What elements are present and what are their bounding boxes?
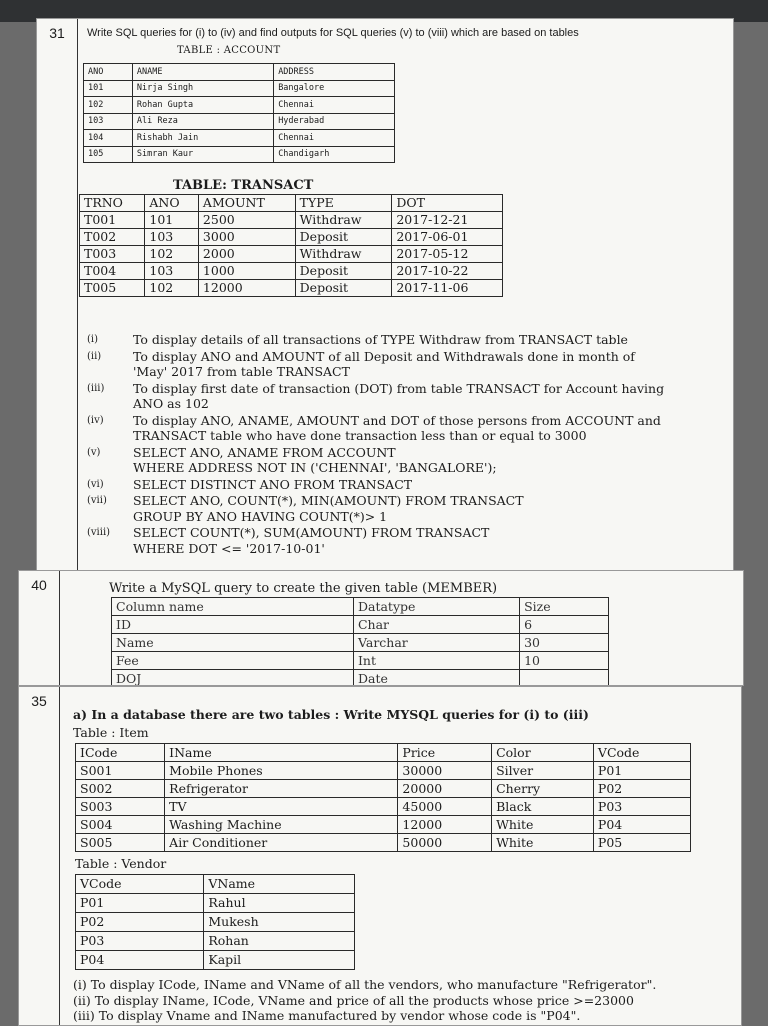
- table-row: [76, 780, 691, 798]
- account-table: [83, 63, 395, 163]
- table-cell: 2017-06-01: [392, 229, 503, 246]
- table-row: [84, 80, 395, 97]
- table-header-cell: Column name: [112, 598, 354, 616]
- table-cell: Deposit: [295, 263, 392, 280]
- table-row: [112, 670, 609, 687]
- table-cell: 101: [84, 80, 133, 97]
- table-cell: Deposit: [295, 280, 392, 297]
- table-header-cell: IName: [165, 744, 398, 762]
- table-cell: Mobile Phones: [165, 762, 398, 780]
- table-cell: 2017-05-12: [392, 246, 503, 263]
- table-cell: T002: [80, 229, 145, 246]
- table-row: [80, 263, 503, 280]
- table-row: [80, 280, 503, 297]
- question-line: SELECT DISTINCT ANO FROM TRANSACT: [133, 476, 413, 492]
- table-row: [84, 97, 395, 114]
- table-cell: Refrigerator: [165, 780, 398, 798]
- table-cell: T005: [80, 280, 145, 297]
- question-text: [133, 381, 727, 412]
- table-row: [76, 762, 691, 780]
- table-row: [84, 146, 395, 163]
- question-35-panel: [18, 686, 742, 1026]
- table-cell: 105: [84, 146, 133, 163]
- table-cell: Hyderabad: [274, 113, 395, 130]
- question-line: SELECT ANO, ANAME FROM ACCOUNT: [133, 444, 396, 460]
- table-cell: Rohan: [204, 932, 355, 951]
- question-item: [87, 493, 727, 524]
- table-cell: P04: [593, 816, 690, 834]
- table-header-cell: Size: [520, 598, 609, 616]
- question-line: To display details of all transactions of TYPE Withdraw from TRANSACT table: [133, 332, 628, 347]
- table-header-cell: Color: [492, 744, 594, 762]
- table-cell: Chennai: [274, 130, 395, 147]
- question-line: SELECT ANO, COUNT(*), MIN(AMOUNT) FROM TRANSACT: [133, 493, 524, 508]
- table-cell: P01: [593, 762, 690, 780]
- table-cell: Fee: [112, 652, 354, 670]
- table-cell: T004: [80, 263, 145, 280]
- question-text: [133, 413, 727, 444]
- transact-table: [79, 194, 503, 297]
- table-cell: Ali Reza: [132, 113, 273, 130]
- question-instruction: Write SQL queries for (i) to (iv) and find outputs for SQL queries (v) to (viii) which are based on tables: [87, 27, 579, 39]
- question-line: SELECT COUNT(*), SUM(AMOUNT) FROM TRANSACT: [133, 525, 490, 540]
- table-cell: Chandigarh: [274, 146, 395, 163]
- table-cell: Bangalore: [274, 80, 395, 97]
- question-line: To display ANO, ANAME, AMOUNT and DOT of those persons from ACCOUNT and: [133, 412, 661, 428]
- table-row: [76, 932, 355, 951]
- table-cell: S005: [76, 834, 165, 852]
- table-cell: P02: [76, 913, 204, 932]
- question-list: [87, 332, 727, 557]
- table-cell: DOJ: [112, 670, 354, 687]
- table-header-row: [84, 64, 395, 81]
- table-row: [112, 652, 609, 670]
- question-text: [133, 349, 727, 380]
- table-header-cell: TRNO: [80, 195, 145, 212]
- question-line: To display ANO and AMOUNT of all Deposit and Withdrawals done in month of: [133, 348, 635, 364]
- question-roman-numeral: (iii): [87, 382, 105, 394]
- table-row: [76, 913, 355, 932]
- item-table: [75, 743, 691, 852]
- question-item: [87, 477, 727, 493]
- table-cell: 2017-11-06: [392, 280, 503, 297]
- table-cell: P02: [593, 780, 690, 798]
- table-header-cell: DOT: [392, 195, 503, 212]
- table-row: [76, 951, 355, 970]
- question-line: GROUP BY ANO HAVING COUNT(*)> 1: [133, 508, 388, 524]
- table-cell: Nirja Singh: [132, 80, 273, 97]
- table-cell: S002: [76, 780, 165, 798]
- table-cell: Black: [492, 798, 594, 816]
- table-row: [112, 634, 609, 652]
- question-instruction: Write a MySQL query to create the given table (MEMBER): [109, 581, 498, 596]
- question-item: [87, 381, 727, 412]
- table-cell: Simran Kaur: [132, 146, 273, 163]
- question-item: [87, 332, 727, 348]
- table-cell: 104: [84, 130, 133, 147]
- table-cell: 6: [520, 616, 609, 634]
- question-line: ANO as 102: [133, 396, 209, 411]
- question-item: [87, 445, 727, 476]
- table-header-cell: ADDRESS: [274, 64, 395, 81]
- table-header-row: [76, 744, 691, 762]
- table-cell: 1000: [198, 263, 295, 280]
- question-line: (i) To display ICode, IName and VName of all the vendors, who manufacture "Refrigerator".: [73, 977, 657, 992]
- question-text: [133, 477, 727, 493]
- table-cell: 2017-12-21: [392, 212, 503, 229]
- table-cell: White: [492, 834, 594, 852]
- table-row: [80, 212, 503, 229]
- question-text: [133, 332, 727, 348]
- question-number: 31: [37, 19, 78, 571]
- question-instruction: a) In a database there are two tables : Write MYSQL queries for (i) to (iii): [73, 707, 589, 722]
- table-cell: 2500: [198, 212, 295, 229]
- table-header-row: [112, 598, 609, 616]
- table-cell: 101: [145, 212, 199, 229]
- vendor-table: [75, 874, 355, 970]
- table-cell: 10: [520, 652, 609, 670]
- table-header-row: [80, 195, 503, 212]
- table-cell: Name: [112, 634, 354, 652]
- table-row: [80, 246, 503, 263]
- table-cell: P01: [76, 894, 204, 913]
- table-cell: Air Conditioner: [165, 834, 398, 852]
- question-line: TRANSACT table who have done transaction less than or equal to 3000: [133, 428, 587, 443]
- table-cell: 12000: [198, 280, 295, 297]
- table-cell: Silver: [492, 762, 594, 780]
- table-cell: 12000: [398, 816, 492, 834]
- table-cell: 20000: [398, 780, 492, 798]
- table-cell: 102: [84, 97, 133, 114]
- vendor-table-caption: Table : Vendor: [75, 856, 167, 871]
- table-cell: Date: [353, 670, 519, 687]
- table-cell: T003: [80, 246, 145, 263]
- transact-table-caption: TABLE: TRANSACT: [173, 178, 314, 193]
- table-cell: 30000: [398, 762, 492, 780]
- table-cell: 30: [520, 634, 609, 652]
- table-cell: Chennai: [274, 97, 395, 114]
- question-roman-numeral: (v): [87, 446, 101, 458]
- table-cell: 103: [145, 263, 199, 280]
- table-cell: 102: [145, 246, 199, 263]
- table-row: [84, 130, 395, 147]
- table-cell: 103: [84, 113, 133, 130]
- table-header-cell: Datatype: [353, 598, 519, 616]
- question-list: [73, 977, 656, 1024]
- account-table-caption: TABLE : ACCOUNT: [177, 45, 281, 56]
- table-header-cell: ANAME: [132, 64, 273, 81]
- table-header-cell: TYPE: [295, 195, 392, 212]
- table-cell: Rohan Gupta: [132, 97, 273, 114]
- question-line: WHERE DOT <= '2017-10-01': [133, 540, 325, 556]
- table-header-cell: VCode: [593, 744, 690, 762]
- table-row: [76, 798, 691, 816]
- table-cell: 2000: [198, 246, 295, 263]
- table-cell: 103: [145, 229, 199, 246]
- question-number: 35: [19, 687, 60, 1025]
- table-cell: S003: [76, 798, 165, 816]
- table-row: [84, 113, 395, 130]
- question-roman-numeral: (vii): [87, 495, 107, 506]
- table-cell: 50000: [398, 834, 492, 852]
- question-text: [133, 493, 727, 524]
- table-cell: Rishabh Jain: [132, 130, 273, 147]
- table-cell: 2017-10-22: [392, 263, 503, 280]
- table-cell: Rahul: [204, 894, 355, 913]
- table-header-cell: ANO: [84, 64, 133, 81]
- question-line: WHERE ADDRESS NOT IN ('CHENNAI', 'BANGALORE');: [133, 460, 497, 475]
- member-table: [111, 597, 609, 686]
- table-cell: 102: [145, 280, 199, 297]
- question-line: To display first date of transaction (DOT) from table TRANSACT for Account having: [133, 380, 665, 396]
- question-item: [87, 525, 727, 556]
- table-cell: Int: [353, 652, 519, 670]
- table-cell: Kapil: [204, 951, 355, 970]
- question-text: [133, 525, 727, 556]
- question-text: [133, 445, 727, 476]
- table-cell: ID: [112, 616, 354, 634]
- table-header-cell: AMOUNT: [198, 195, 295, 212]
- table-row: [76, 834, 691, 852]
- table-row: [80, 229, 503, 246]
- table-cell: Mukesh: [204, 913, 355, 932]
- table-row: [76, 816, 691, 834]
- table-cell: 3000: [198, 229, 295, 246]
- table-header-cell: ANO: [145, 195, 199, 212]
- table-cell: TV: [165, 798, 398, 816]
- table-cell: White: [492, 816, 594, 834]
- table-cell: Withdraw: [295, 212, 392, 229]
- table-cell: P03: [76, 932, 204, 951]
- question-roman-numeral: (vi): [87, 478, 104, 490]
- table-cell: T001: [80, 212, 145, 229]
- table-row: [76, 894, 355, 913]
- table-cell: 45000: [398, 798, 492, 816]
- table-cell: Varchar: [353, 634, 519, 652]
- table-cell: S004: [76, 816, 165, 834]
- table-cell: S001: [76, 762, 165, 780]
- item-table-caption: Table : Item: [73, 725, 149, 740]
- table-header-cell: Price: [398, 744, 492, 762]
- question-roman-numeral: (i): [87, 334, 99, 345]
- question-31-panel: [36, 18, 734, 572]
- table-header-cell: VName: [204, 875, 355, 894]
- table-header-cell: VCode: [76, 875, 204, 894]
- question-roman-numeral: (iv): [87, 414, 104, 426]
- question-line: 'May' 2017 from table TRANSACT: [133, 364, 350, 379]
- table-cell: Cherry: [492, 780, 594, 798]
- question-line: (iii) To display Vname and IName manufactured by vendor whose code is "P04".: [73, 1008, 581, 1023]
- question-line: (ii) To display IName, ICode, VName and price of all the products whose price >=23000: [73, 992, 634, 1008]
- table-cell: Deposit: [295, 229, 392, 246]
- table-cell: [520, 670, 609, 687]
- table-cell: P04: [76, 951, 204, 970]
- question-item: [87, 413, 727, 444]
- table-cell: P03: [593, 798, 690, 816]
- table-cell: P05: [593, 834, 690, 852]
- table-header-row: [76, 875, 355, 894]
- question-roman-numeral: (viii): [87, 527, 111, 538]
- question-40-panel: [18, 570, 744, 686]
- table-row: [112, 616, 609, 634]
- question-item: [87, 349, 727, 380]
- table-cell: Withdraw: [295, 246, 392, 263]
- table-cell: Washing Machine: [165, 816, 398, 834]
- question-roman-numeral: (ii): [87, 350, 102, 362]
- table-cell: Char: [353, 616, 519, 634]
- table-header-cell: ICode: [76, 744, 165, 762]
- question-number: 40: [19, 571, 60, 685]
